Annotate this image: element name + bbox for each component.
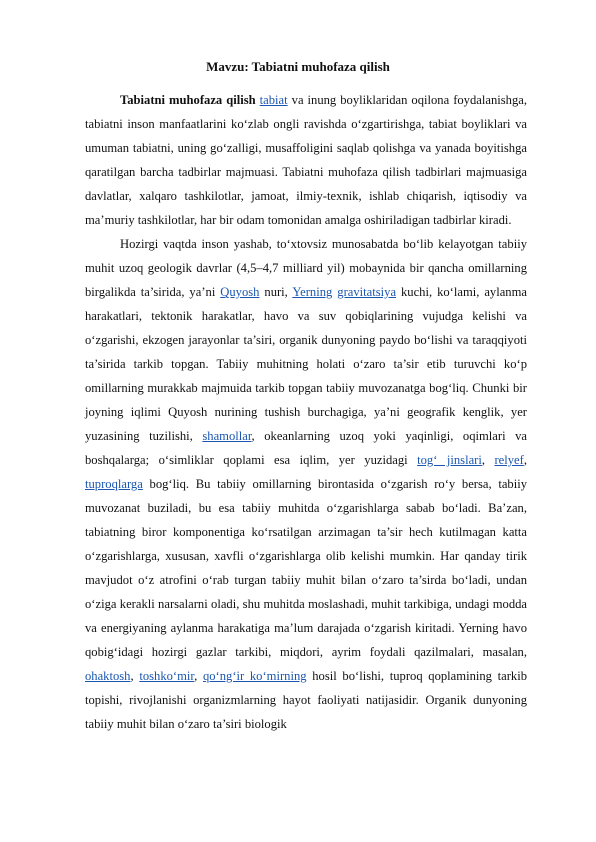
paragraph-text: , xyxy=(523,453,527,467)
paragraph-text: , xyxy=(130,669,140,683)
paragraph-natural-environment xyxy=(85,232,527,736)
paragraph-text: , xyxy=(194,669,203,683)
link-yerning[interactable]: Yerning xyxy=(292,285,333,299)
paragraph-text: kuchi, ko‘lami, aylanma harakatlari, tektonik harakatlar, havo va suv qobiqlarining vujudga kelishi va o‘zgarishi, ekzogen jarayonlar ta’siri, organik dunyoning paydo bo‘lishi va taraqqiyoti ta’sirida tarkib topgan. Tabiiy muhitning holati o‘zaro ta’sir etib turuvchi ko‘p omillarning murakkab majmuida tarkib topgan tabiiy muvozanatga bog‘liq. Chunki bir joyning iqlimi Quyosh nurining tushish burchagiga, ya’ni geografik kenglik, yer yuzasining tuzilishi, xyxy=(85,285,527,443)
paragraph-text: va inung boyliklaridan oqilona foydalanishga, tabiatni inson manfaatlarini ko‘zlab ongli ravishda o‘zgartirishga, tabiat boyliklari va umuman tabiatni, uning go‘zalligi, musaffoligini saqlab qolishga va yanada boyitishga qaratilgan barcha tadbirlar majmuasi. Tabiatni muhofaza qilish tadbirlari majmuasiga davlatlar, xalqaro tashkilotlar, jamoat, ilmiy-texnik, ishlab chiqarish, iqtisodiy va ma’muriy tashkilotlar, har bir odam tomonidan amalga oshiriladigan tadbirlar kiradi. xyxy=(85,93,527,227)
link-qongir-komirning[interactable]: qo‘ng‘ir ko‘mirning xyxy=(202,669,307,683)
paragraph-text: hosil bo‘lishi, tuproq qoplamining tarkib topishi, rivojlanishi organizmlarning hayot faoliyati natijasidir. Organik dunyoning tabiiy muhit bilan o‘zaro ta’siri biologik xyxy=(85,669,528,731)
link-relyef[interactable]: relyef xyxy=(494,453,524,467)
paragraph-text: bog‘liq. Bu tabiiy omillarning birontasida o‘zgarish ro‘y bersa, tabiiy muvozanat buziladi, bu esa tabiiy muhitda o‘zgarishlarga sabab bo‘ladi. Ba’zan, tabiatning biror komponentiga ko‘rsatilgan arzimagan ta’sir hech kutilmagan katta o‘zgarishlarga, xususan, xavfli o‘zgarishlarga olib kelishi mumkin. Har qanday tirik mavjudot o‘z atrofini o‘rab turgan tabiiy muhit bilan o‘zaro ta’sirda bo‘ladi, undan o‘ziga kerakli narsalarni oladi, shu muhitda moslashadi, muhit tarkibiga, undagi modda va energiyaning aylanma harakatiga ma’lum darajada o‘zgarish kiritadi. Yerning havo qobig‘idagi hozirgi gazlar tarkibi, miqdori, ayrim foydali qazilmalari, masalan, xyxy=(85,477,527,659)
link-tabiat[interactable]: tabiat xyxy=(259,93,288,107)
paragraph-text: Hozirgi vaqtda inson yashab, to‘xtovsiz munosabatda bo‘lib kelayotgan tabiiy muhit uzoq geologik davrlar (4,5–4,7 milliard yil) mobaynida bir qancha omillarning birgalikda ta’sirida, ya’ni xyxy=(85,237,527,299)
link-toshkomir[interactable]: toshko‘mir xyxy=(139,669,195,683)
link-quyosh[interactable]: Quyosh xyxy=(220,285,260,299)
document-body xyxy=(85,88,527,736)
paragraph-text: , xyxy=(481,453,495,467)
lead-term: Tabiatni muhofaza qilish xyxy=(120,93,256,107)
link-tog-jinslari[interactable]: tog‘ jinslari xyxy=(417,453,482,467)
page-title: Mavzu: Tabiatni muhofaza qilish xyxy=(206,59,390,74)
paragraph-text: , okeanlarning uzoq yoki yaqinligi, oqimlari va boshqalarga; o‘simliklar qoplami esa iqlim, yer yuzidagi xyxy=(85,429,527,467)
link-ohaktosh[interactable]: ohaktosh xyxy=(85,669,131,683)
link-shamollar[interactable]: shamollar xyxy=(202,429,252,443)
link-tuproqlarga[interactable]: tuproqlarga xyxy=(85,477,143,491)
link-gravitatsiya[interactable]: gravitatsiya xyxy=(337,285,397,299)
paragraph-definition xyxy=(85,88,527,232)
paragraph-text: nuri, xyxy=(259,285,293,299)
